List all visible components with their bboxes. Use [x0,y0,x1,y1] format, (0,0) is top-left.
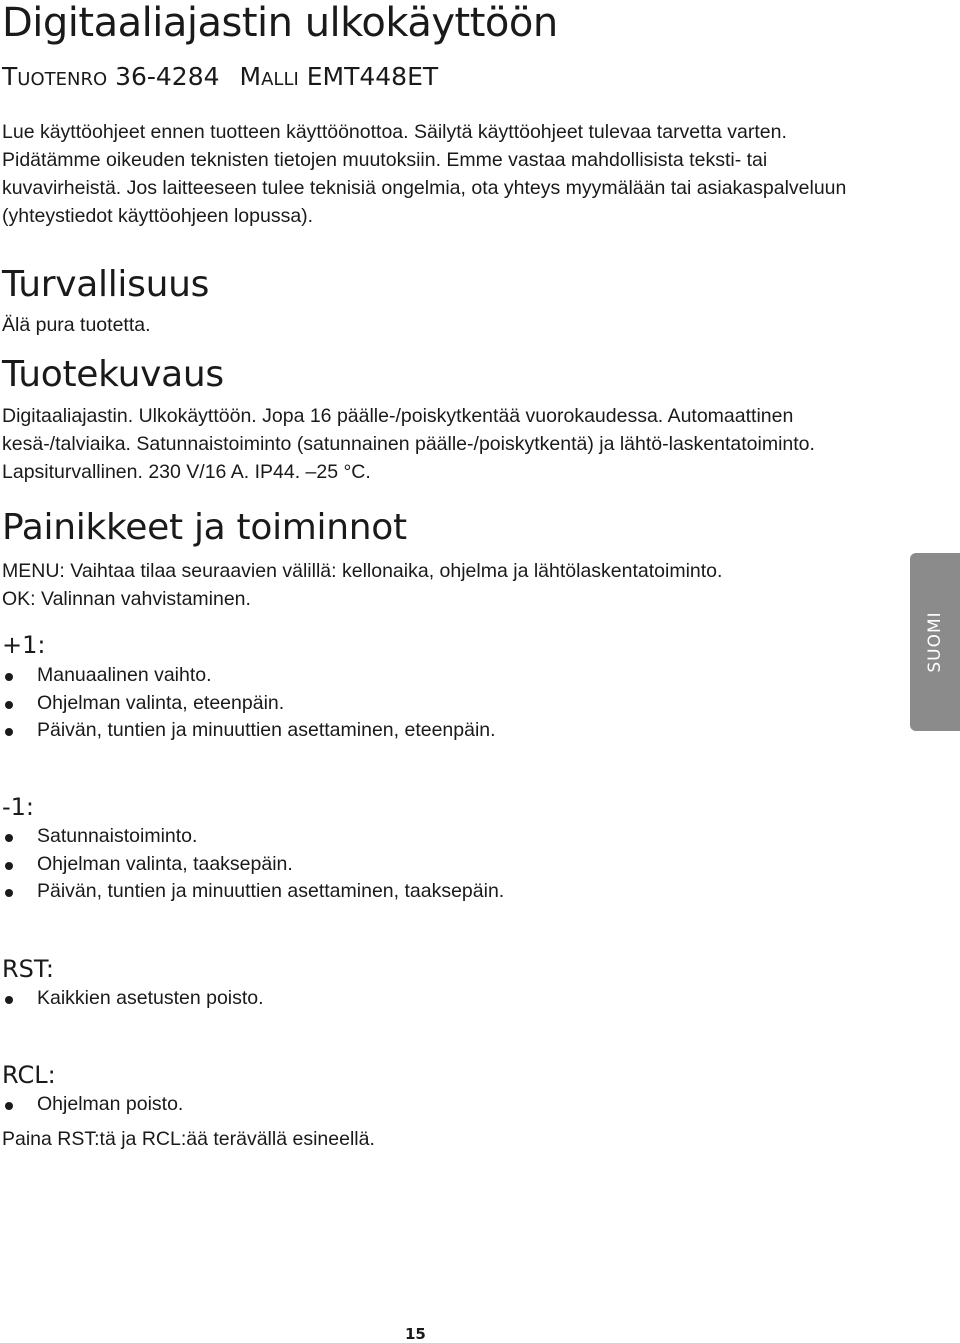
intro-text: Lue käyttöohjeet ennen tuotteen käyttöönottoa. Säilytä käyttöohjeet tulevaa tarvetta varten. Pidätämme oikeuden teknisten tietojen muutoksiin. Emme vastaa mahdollisista teksti- tai kuvavirheistä. Jos laitteeseen tulee teknisiä ongelmia, ota yhteys myymälään tai asiakaspalveluun (yhteystiedot käyttöohjeen lopussa). [2,121,847,227]
list-item: Päivän, tuntien ja minuuttien asettaminen, taaksepäin. [2,878,504,906]
bullet-icon [5,1102,13,1110]
bullet-icon [5,996,13,1004]
plus-key-list [2,662,496,745]
list-item: Ohjelman poisto. [2,1091,183,1119]
plus-key-heading: +1: [2,631,46,659]
ok-key: OK: [2,588,36,610]
description-text: . Ulkokäyttöön. Jopa 16 päälle-/poiskytkentää vuorokaudessa. Automaattinen kesä-/talviaika. Satunnaistoiminto (satunnainen päälle-/poiskytkentä) ja lähtö-laskentatoiminto. Lapsiturvallinen. 230 V/16 A. IP44. –25 °C. [2,405,815,483]
list-item: Satunnaistoiminto. [2,823,504,851]
menu-description: Vaihtaa tilaa seuraavien välillä: kellonaika, ohjelma ja lähtölaskentatoiminto. [64,560,723,582]
bullet-icon [5,834,13,842]
bullet-icon [5,889,13,897]
list-item: Ohjelman valinta, taaksepäin. [2,851,504,879]
menu-line [2,557,882,585]
description-paragraph [2,402,882,486]
description-section [2,402,882,486]
footer-note-section [2,1125,882,1153]
safety-text: Älä pura tuotetta. [2,314,151,336]
bullet-icon [5,701,13,709]
rst-key-list [2,985,264,1013]
language-tab [910,553,960,731]
page-title: Digitaaliajastin ulkokäyttöön [2,0,558,46]
product-model: Malli EMT448ET [239,62,439,91]
bullet-icon [5,728,13,736]
bullet-icon [5,862,13,870]
intro-section [2,118,882,230]
safety-heading: Turvallisuus [2,264,210,305]
safety-section [2,311,882,339]
rcl-key-heading: RCL: [2,1061,56,1089]
rst-key-heading: RST: [2,955,55,983]
footer-note: Paina RST:tä ja RCL:ää terävällä esineellä. [2,1128,375,1150]
product-number: Tuotenro 36-4284 [2,62,220,91]
rcl-key-list [2,1091,183,1119]
product-line [2,62,438,92]
description-heading: Tuotekuvaus [2,354,224,395]
minus-key-list [2,823,504,906]
ok-line [2,585,882,613]
buttons-heading: Painikkeet ja toiminnot [2,507,407,548]
language-tab-label: SUOMI [925,611,945,673]
page-number: 15 [405,1325,426,1343]
minus-key-heading: -1: [2,793,35,821]
ok-description: Valinnan vahvistaminen. [35,588,251,610]
list-item: Manuaalinen vaihto. [2,662,496,690]
list-item: Kaikkien asetusten poisto. [2,985,264,1013]
buttons-intro [2,557,882,613]
list-item: Ohjelman valinta, eteenpäin. [2,690,496,718]
list-item: Päivän, tuntien ja minuuttien asettaminen, eteenpäin. [2,717,496,745]
menu-key: MENU: [2,560,65,582]
bullet-icon [5,673,13,681]
description-lead: Digitaaliajastin [2,405,128,427]
